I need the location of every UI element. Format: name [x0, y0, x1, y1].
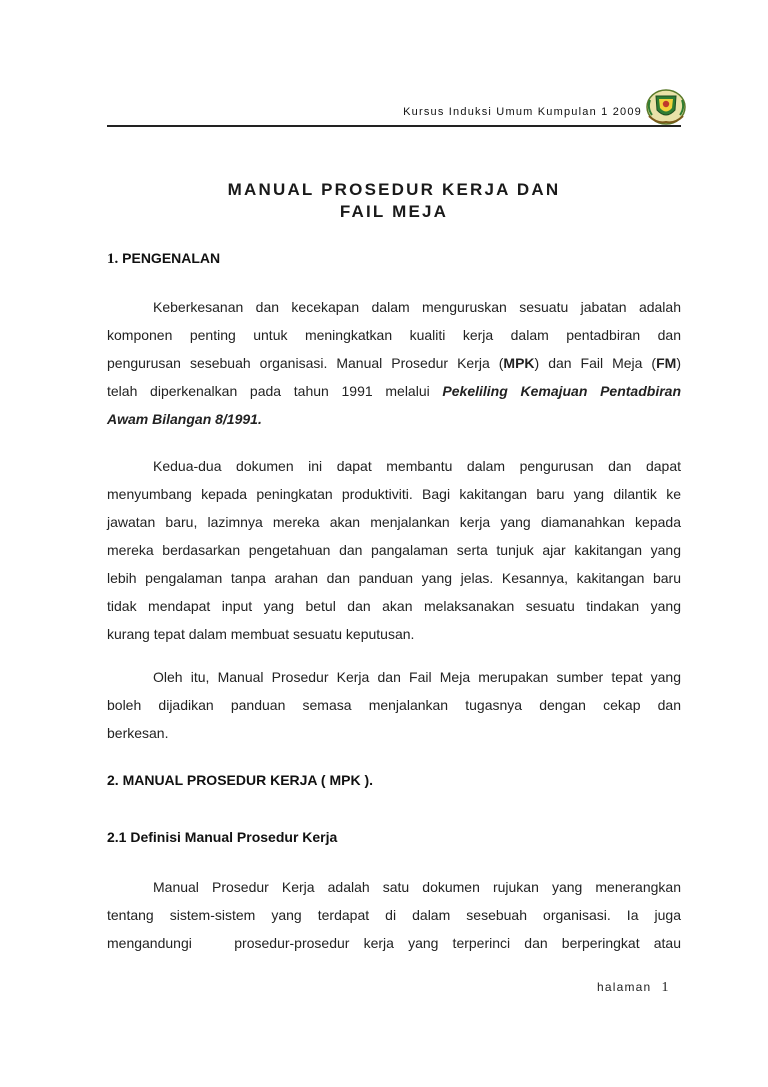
text-line: kurang tepat dalam membuat sesuatu keputusan.: [107, 626, 415, 642]
text-line: mengandungi prosedur-prosedur kerja yang terperinci dan berperingkat atau: [107, 935, 681, 951]
abbr-mpk: MPK: [503, 355, 535, 371]
text-line: boleh dijadikan panduan semasa menjalankan tugasnya dengan cekap dan: [107, 697, 681, 713]
text-line: telah diperkenalkan pada tahun 1991 melalui Pekeliling Kemajuan Pentadbiran: [107, 383, 681, 399]
text-line: berkesan.: [107, 725, 169, 741]
text-line: jawatan baru, lazimnya mereka akan menjalankan kerja yang diamanahkan kepada: [107, 514, 681, 530]
text-line: menyumbang kepada peningkatan produktiviti. Bagi kakitangan baru yang dilantik ke: [107, 486, 681, 502]
document-title-line-1: MANUAL PROSEDUR KERJA DAN: [227, 180, 561, 199]
section-2-heading: 2. MANUAL PROSEDUR KERJA ( MPK ).: [107, 772, 374, 788]
text-line: pengurusan sesebuah organisasi. Manual Prosedur Kerja (MPK) dan Fail Meja (FM): [107, 355, 681, 371]
section-2-1-heading: 2.1 Definisi Manual Prosedur Kerja: [107, 829, 338, 845]
text-line: Awam Bilangan 8/1991.: [107, 411, 262, 427]
text-line: Oleh itu, Manual Prosedur Kerja dan Fail Meja merupakan sumber tepat yang: [153, 669, 681, 685]
abbr-fm: FM: [656, 355, 677, 371]
text-line: tentang sistem-sistem yang terdapat di dalam sesebuah organisasi. Ia juga: [107, 907, 681, 923]
section-1-title: PENGENALAN: [122, 250, 221, 266]
text-line: Manual Prosedur Kerja adalah satu dokumen rujukan yang menerangkan: [153, 879, 681, 895]
document-title-line-2: FAIL MEJA: [339, 202, 449, 221]
page-label: halaman: [597, 980, 652, 994]
text-line: tidak mendapat input yang betul dan akan melaksanakan sesuatu tindakan yang: [107, 598, 681, 614]
text-line: lebih pengalaman tanpa arahan dan panduan yang jelas. Kesannya, kakitangan baru: [107, 570, 681, 586]
section-1-number: 1.: [107, 251, 119, 267]
header-divider: [107, 125, 681, 127]
state-crest-icon: [645, 86, 687, 128]
page-footer: [597, 980, 670, 996]
page-number: 1: [661, 980, 670, 995]
section-1-heading: [107, 250, 220, 268]
text-line: komponen penting untuk meningkatkan kualiti kerja dalam pentadbiran dan: [107, 327, 681, 343]
text-line: mereka berdasarkan pengetahuan dan pangalaman serta tunjuk ajar kakitangan yang: [107, 542, 681, 558]
circular-reference: Pekeliling Kemajuan Pentadbiran: [442, 383, 681, 399]
text-line: Keberkesanan dan kecekapan dalam menguruskan sesuatu jabatan adalah: [153, 299, 681, 315]
text-line: Kedua-dua dokumen ini dapat membantu dalam pengurusan dan dapat: [153, 458, 681, 474]
header-course-title: Kursus Induksi Umum Kumpulan 1 2009: [403, 106, 642, 118]
